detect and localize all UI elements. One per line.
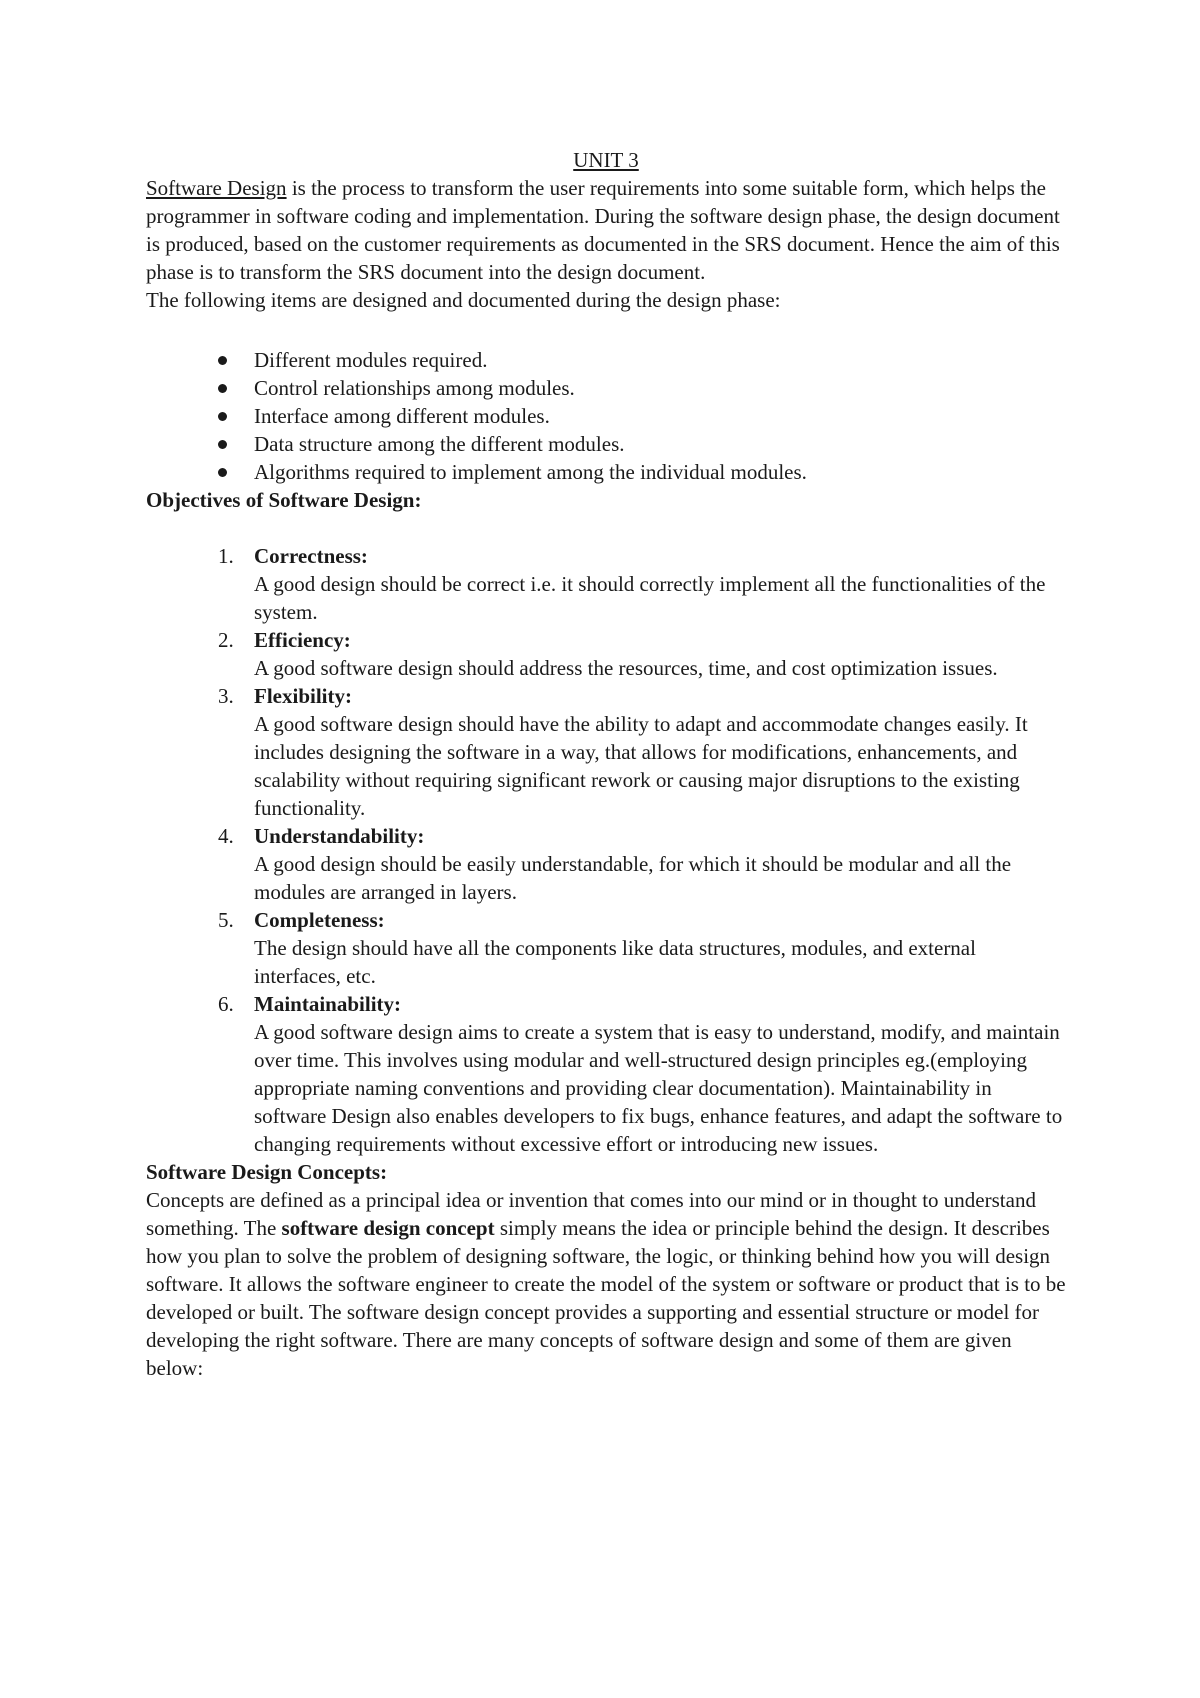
objective-body: A good design should be correct i.e. it should correctly implement all the functionalities of the system. [254, 572, 1046, 624]
objective-number: 3. [218, 684, 234, 708]
intro-paragraph [146, 174, 1066, 286]
objective-title: Flexibility: [254, 684, 352, 708]
concepts-paragraph [146, 1186, 1066, 1382]
objective-item [146, 906, 1066, 990]
objective-body: A good software design should address the resources, time, and cost optimization issues. [254, 656, 998, 680]
objective-item [146, 682, 1066, 822]
objective-number: 4. [218, 824, 234, 848]
objective-item [146, 626, 1066, 682]
objective-body: A good design should be easily understandable, for which it should be modular and all the modules are arranged in layers. [254, 852, 1012, 904]
list-item: Interface among different modules. [146, 402, 1066, 430]
intro-term: Software Design [146, 176, 287, 200]
intro-text: is the process to transform the user requirements into some suitable form, which helps the programmer in software coding and implementation. During the software design phase, the design document is produced, based on the customer requirements as documented in the SRS document. Hence the aim of this phase is to transform the SRS document into the design document. [146, 176, 1060, 284]
objective-number: 6. [218, 992, 234, 1016]
objective-body: A good software design aims to create a system that is easy to understand, modify, and maintain over time. This involves using modular and well-structured design principles eg.(employing appropriate naming conventions and providing clear documentation). Maintainability in software Design also enables developers to fix bugs, enhance features, and adapt the software to changing requirements without excessive effort or introducing new issues. [254, 1020, 1063, 1156]
objective-title: Efficiency: [254, 628, 351, 652]
spacer [146, 314, 1066, 346]
objective-item [146, 542, 1066, 626]
concepts-bold-term: software design concept [281, 1216, 495, 1240]
objective-body: The design should have all the components like data structures, modules, and external interfaces, etc. [254, 936, 976, 988]
objective-number: 1. [218, 544, 234, 568]
concepts-text-part1: Concepts are defined as a principal idea or invention that comes into our mind or in thought to understand something. The [146, 1188, 1036, 1240]
list-item: Control relationships among modules. [146, 374, 1066, 402]
objective-title: Completeness: [254, 908, 385, 932]
objectives-list [146, 542, 1066, 1158]
list-item: Different modules required. [146, 346, 1066, 374]
list-item: Data structure among the different modules. [146, 430, 1066, 458]
items-intro: The following items are designed and documented during the design phase: [146, 288, 781, 312]
document-page [146, 146, 1066, 1382]
spacer [146, 514, 1066, 542]
concepts-heading: Software Design Concepts: [146, 1160, 388, 1184]
objective-number: 2. [218, 628, 234, 652]
objective-body: A good software design should have the ability to adapt and accommodate changes easily. It includes designing the software in a way, that allows for modifications, enhancements, and scalability without requiring significant rework or causing major disruptions to the existing functionality. [254, 712, 1028, 820]
objective-number: 5. [218, 908, 234, 932]
objective-title: Maintainability: [254, 992, 402, 1016]
objective-title: Understandability: [254, 824, 425, 848]
page-title: UNIT 3 [573, 148, 639, 172]
objective-item [146, 990, 1066, 1158]
design-items-list [146, 346, 1066, 486]
concepts-text-part2: simply means the idea or principle behind the design. It describes how you plan to solve the problem of designing software, the logic, or thinking behind how you will design software. It allows the software engineer to create the model of the system or software or product that is to be developed or built. The software design concept provides a supporting and essential structure or model for developing the right software. There are many concepts of software design and some of them are given below: [146, 1216, 1066, 1380]
list-item: Algorithms required to implement among the individual modules. [146, 458, 1066, 486]
objective-item [146, 822, 1066, 906]
objective-title: Correctness: [254, 544, 368, 568]
objectives-heading: Objectives of Software Design: [146, 488, 422, 512]
